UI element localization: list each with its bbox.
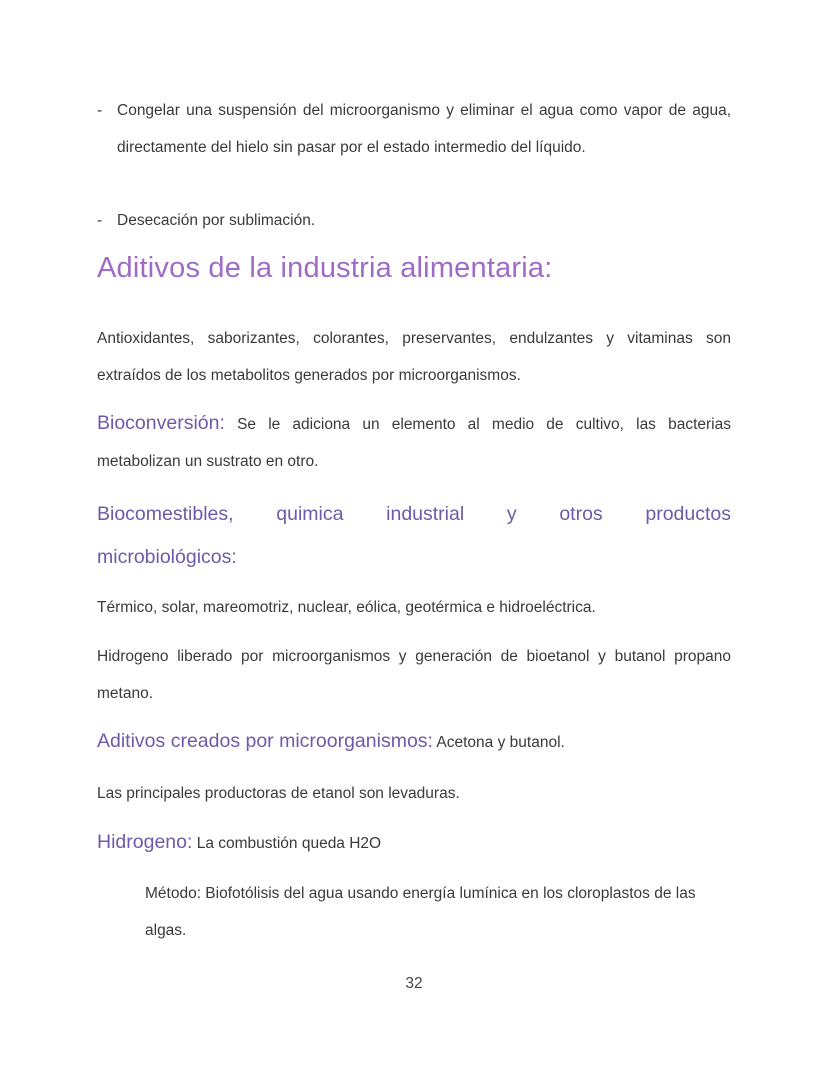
paragraph-bioconversion: [97, 405, 731, 480]
paragraph-hidrogeno-liberado: Hidrogeno liberado por microorganismos y generación de bioetanol y butanol propano metano.: [97, 648, 731, 702]
paragraph-aditivos: Antioxidantes, saborizantes, colorantes, preservantes, endulzantes y vitaminas son extraídos de los metabolitos generados por microorganismos.: [97, 330, 731, 384]
subheading-word: microbiológicos:: [97, 546, 237, 568]
bullet-dash: -: [97, 212, 103, 229]
bullet-text: Desecación por sublimación.: [117, 212, 316, 229]
subheading-biocombustibles: [97, 493, 731, 579]
aditivos-creados-label: Aditivos creados por microorganismos:: [97, 730, 433, 752]
bioconversion-label: Bioconversión:: [97, 412, 225, 434]
subheading-word: quimica: [276, 503, 344, 525]
paragraph-hidrogeno: [97, 824, 731, 862]
hidrogeno-text: La combustión queda H2O: [192, 835, 382, 852]
bullet-dash: -: [97, 102, 103, 119]
subheading-line: [97, 493, 731, 536]
subheading-word: productos: [645, 503, 731, 525]
page-number: 32: [405, 975, 423, 992]
bullet-item-congelar: [97, 92, 731, 166]
hidrogeno-label: Hidrogeno:: [97, 831, 193, 853]
paragraph-etanol: Las principales productoras de etanol son levaduras.: [97, 785, 460, 802]
subheading-word: industrial: [386, 503, 465, 525]
bioconversion-text: Se le adiciona un elemento al medio de cultivo, las bacterias metabolizan un sustrato en otro.: [97, 416, 731, 470]
bullet-text: Congelar una suspensión del microorganismo y eliminar el agua como vapor de agua, directamente del hielo sin pasar por el estado intermedio del líquido.: [117, 102, 731, 156]
aditivos-creados-text: Acetona y butanol.: [432, 734, 565, 751]
paragraph-metodo: Método: Biofotólisis del agua usando energía lumínica en los cloroplastos de las algas.: [145, 885, 696, 939]
paragraph-energias: Térmico, solar, mareomotriz, nuclear, eólica, geotérmica e hidroeléctrica.: [97, 599, 596, 616]
paragraph-aditivos-creados: [97, 723, 731, 761]
subheading-word: y: [506, 503, 517, 525]
bullet-item-desecacion: [97, 202, 731, 239]
section-heading: Aditivos de la industria alimentaria:: [97, 252, 553, 284]
subheading-word: Biocomestibles,: [97, 503, 234, 525]
subheading-word: otros: [559, 503, 603, 525]
